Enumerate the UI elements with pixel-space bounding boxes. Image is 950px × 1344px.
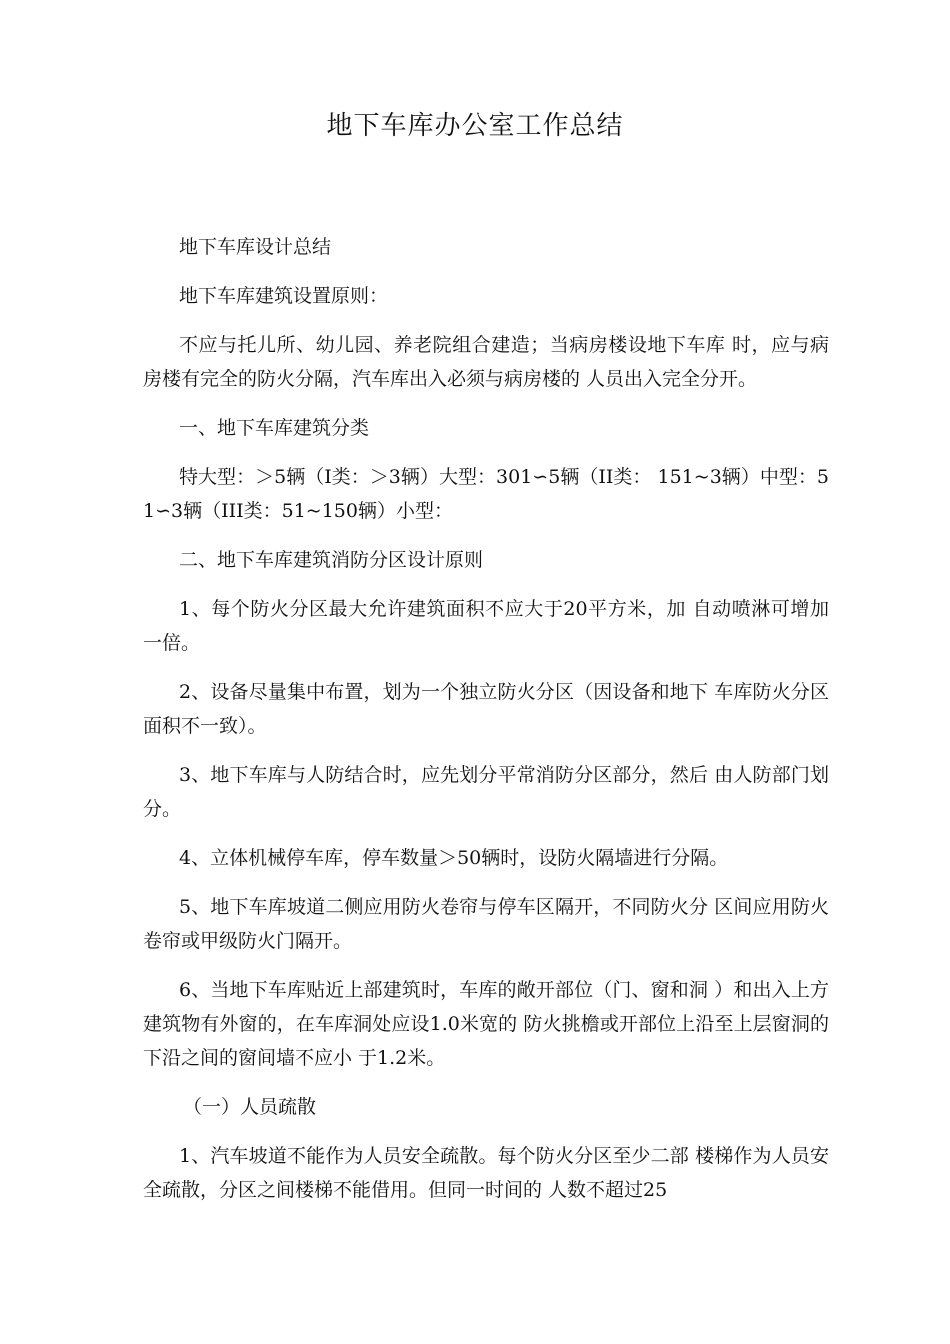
heading-fire-zone-principles: 二、地下车库建筑消防分区设计原则 bbox=[179, 549, 484, 571]
list-item-rule-1: 1、每个防火分区最大允许建筑面积不应大于20平方米，加 自动喷淋可增加一倍。 bbox=[143, 598, 829, 654]
list-item-rule-6: 6、当地下车库贴近上部建筑时，车库的敞开部位（门、窗和洞 ）和出入上方建筑物有外窗的，在车库洞处应设1.0米宽的 防火挑檐或开部位上沿至上层窗洞的下沿之间的窗间墙不应小 于1.2米。 bbox=[143, 979, 829, 1069]
page-title: 地下车库办公室工作总结 bbox=[326, 111, 624, 141]
list-item-evacuation-1: 1、汽车坡道不能作为人员安全疏散。每个防火分区至少二部 楼梯作为人员安全疏散，分区之间楼梯不能借用。但同一时间的 人数不超过25 bbox=[143, 1145, 829, 1201]
paragraph-design-summary: 地下车库设计总结 bbox=[179, 236, 332, 258]
list-item-rule-2: 2、设备尽量集中布置，划为一个独立防火分区（因设备和地下 车库防火分区面积不一致）。 bbox=[143, 681, 829, 737]
paragraph-classification-detail: 特大型：＞5辆（I类：＞3辆）大型：301∽5辆（II类： 151~3辆）中型：51∽3辆（III类：51~150辆）小型： bbox=[143, 466, 829, 522]
heading-evacuation: （一）人员疏散 bbox=[183, 1096, 317, 1118]
list-item-rule-3: 3、地下车库与人防结合时，应先划分平常消防分区部分，然后 由人防部门划分。 bbox=[143, 764, 829, 820]
list-item-rule-4: 4、立体机械停车库，停车数量＞50辆时，设防火隔墙进行分隔。 bbox=[179, 847, 729, 869]
paragraph-setting-principles: 地下车库建筑设置原则： bbox=[179, 285, 389, 307]
heading-classification: 一、地下车库建筑分类 bbox=[179, 417, 370, 439]
list-item-rule-5: 5、地下车库坡道二侧应用防火卷帘与停车区隔开，不同防火分 区间应用防火卷帘或甲级防火门隔开。 bbox=[143, 896, 829, 952]
document-body bbox=[143, 230, 829, 1222]
paragraph-hospital-rule: 不应与托儿所、幼儿园、养老院组合建造；当病房楼设地下车库 时，应与病房楼有完全的防火分隔，汽车库出入必须与病房楼的 人员出入完全分开。 bbox=[143, 334, 829, 390]
